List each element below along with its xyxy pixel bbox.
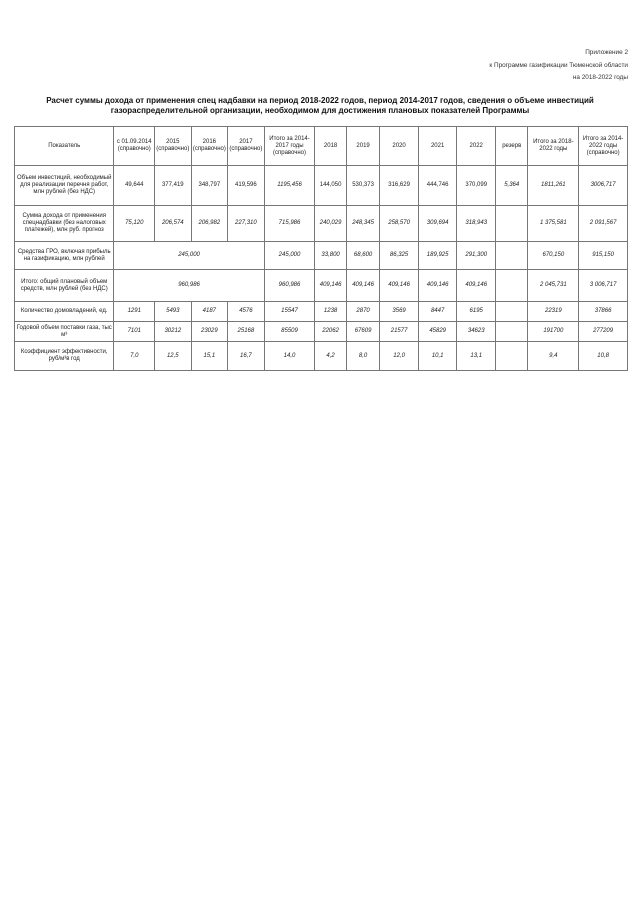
header-2020: 2020 — [380, 127, 419, 166]
investment-total-2018-2022: 1811,261 — [528, 166, 579, 206]
households-total-2018-2022: 22319 — [528, 302, 579, 322]
header-2017: 2017 (справочно) — [228, 127, 265, 166]
income-total-2014-2022: 2 091,567 — [579, 206, 628, 242]
header-2015: 2015 (справочно) — [155, 127, 192, 166]
gas-volume-2014: 7101 — [114, 322, 155, 342]
total-funds-total-2014-2017: 960,986 — [264, 270, 315, 302]
households-reserve — [496, 302, 528, 322]
gas-volume-2017: 25168 — [228, 322, 265, 342]
total-funds-2018: 409,146 — [315, 270, 346, 302]
gas-volume-2020: 21577 — [380, 322, 419, 342]
header-total-2014-2017: Итого за 2014-2017 годы (справочно) — [264, 127, 315, 166]
efficiency-2019: 8,0 — [346, 342, 379, 371]
households-2019: 2870 — [346, 302, 379, 322]
appendix-line-1: Приложение 2 — [585, 49, 628, 56]
header-total-2014-2022: Итого за 2014-2022 годы (справочно) — [579, 127, 628, 166]
total-funds-2021: 409,146 — [418, 270, 457, 302]
income-2019: 248,345 — [346, 206, 379, 242]
gas-volume-2015: 30212 — [155, 322, 192, 342]
header-2022: 2022 — [457, 127, 496, 166]
investment-2020: 316,629 — [380, 166, 419, 206]
gas-volume-total-2014-2022: 277209 — [579, 322, 628, 342]
efficiency-total-2014-2022: 10,8 — [579, 342, 628, 371]
table-row-investment — [15, 166, 628, 206]
gro-funds-2022: 291,300 — [457, 242, 496, 270]
investment-2021: 444,746 — [418, 166, 457, 206]
efficiency-2014: 7,0 — [114, 342, 155, 371]
table-header-row — [15, 127, 628, 166]
households-2021: 8447 — [418, 302, 457, 322]
table-row-efficiency — [15, 342, 628, 371]
header-2021: 2021 — [418, 127, 457, 166]
income-2022: 318,943 — [457, 206, 496, 242]
investment-2019: 530,373 — [346, 166, 379, 206]
total-funds-total-2014-2022: 3 006,717 — [579, 270, 628, 302]
table-row-households — [15, 302, 628, 322]
income-2016: 206,982 — [191, 206, 228, 242]
gas-volume-2019: 67609 — [346, 322, 379, 342]
document-title: Расчет суммы дохода от применения спец надбавки на период 2018-2022 годов, период 2014-2017 годов, сведения о объеме инвестиций газораспределительной организации, необходимом для достижения плановых показателей Программы — [46, 96, 594, 115]
header-2016: 2016 (справочно) — [191, 127, 228, 166]
row-label-total-funds: Итого: общий плановый объем средств, млн рублей (без НДС) — [15, 270, 114, 302]
gro-funds-total-2014-2017: 245,000 — [264, 242, 315, 270]
gro-funds-total-2018-2022: 670,150 — [528, 242, 579, 270]
total-funds-total-2018-2022: 2 045,731 — [528, 270, 579, 302]
efficiency-2015: 12,5 — [155, 342, 192, 371]
row-label-investment: Объем инвестиций, необходимый для реализации перечня работ, млн рублей (без НДС) — [15, 166, 114, 206]
appendix-line-2: к Программе газификации Тюменской области — [489, 61, 628, 69]
households-total-2014-2022: 37866 — [579, 302, 628, 322]
income-2017: 227,310 — [228, 206, 265, 242]
gas-volume-reserve — [496, 322, 528, 342]
income-reserve — [496, 206, 528, 242]
total-funds-2019: 409,146 — [346, 270, 379, 302]
gas-volume-2016: 23029 — [191, 322, 228, 342]
gro-funds-2019: 68,600 — [346, 242, 379, 270]
investment-2022: 370,099 — [457, 166, 496, 206]
efficiency-2020: 12,0 — [380, 342, 419, 371]
header-2014: с 01.09.2014 (справочно) — [114, 127, 155, 166]
header-indicator: Показатель — [15, 127, 114, 166]
households-2015: 5493 — [155, 302, 192, 322]
investment-total-2014-2017: 1195,456 — [264, 166, 315, 206]
income-2020: 258,570 — [380, 206, 419, 242]
table-row-gas-volume — [15, 322, 628, 342]
efficiency-2017: 16,7 — [228, 342, 265, 371]
total-funds-2022: 409,146 — [457, 270, 496, 302]
gro-funds-2018: 33,800 — [315, 242, 346, 270]
efficiency-total-2018-2022: 9,4 — [528, 342, 579, 371]
efficiency-2021: 10,1 — [418, 342, 457, 371]
appendix-line-3: на 2018-2022 годы — [572, 74, 628, 81]
income-2018: 240,029 — [315, 206, 346, 242]
investment-2014: 49,644 — [114, 166, 155, 206]
gas-volume-2021: 45829 — [418, 322, 457, 342]
gas-volume-total-2014-2017: 85509 — [264, 322, 315, 342]
efficiency-2016: 15,1 — [191, 342, 228, 371]
row-label-efficiency: Коэффициент эффективности, руб/м³в год — [15, 342, 114, 371]
income-2014: 75,120 — [114, 206, 155, 242]
investment-2015: 377,419 — [155, 166, 192, 206]
header-2018: 2018 — [315, 127, 346, 166]
investment-total-2014-2022: 3006,717 — [579, 166, 628, 206]
row-label-gro-funds: Средства ГРО, включая прибыль на газификацию, млн рублей — [15, 242, 114, 270]
appendix-note — [489, 47, 628, 85]
gro-funds-2014-2017-merged: 245,000 — [114, 242, 264, 270]
income-total-2018-2022: 1 375,581 — [528, 206, 579, 242]
row-label-households: Количество домовладений, ед. — [15, 302, 114, 322]
households-2017: 4576 — [228, 302, 265, 322]
table-row-total-funds — [15, 270, 628, 302]
table-row-gro-funds — [15, 242, 628, 270]
gro-funds-reserve — [496, 242, 528, 270]
gas-volume-total-2018-2022: 191700 — [528, 322, 579, 342]
households-2022: 6195 — [457, 302, 496, 322]
investment-reserve: 5,364 — [496, 166, 528, 206]
calculation-table — [14, 126, 628, 371]
investment-2018: 144,050 — [315, 166, 346, 206]
gro-funds-total-2014-2022: 915,150 — [579, 242, 628, 270]
income-total-2014-2017: 715,986 — [264, 206, 315, 242]
investment-2017: 419,596 — [228, 166, 265, 206]
gas-volume-2018: 22062 — [315, 322, 346, 342]
income-2015: 206,574 — [155, 206, 192, 242]
gro-funds-2021: 189,925 — [418, 242, 457, 270]
table-row-income — [15, 206, 628, 242]
efficiency-2022: 13,1 — [457, 342, 496, 371]
header-2019: 2019 — [346, 127, 379, 166]
gas-volume-2022: 34623 — [457, 322, 496, 342]
households-2018: 1238 — [315, 302, 346, 322]
households-total-2014-2017: 15547 — [264, 302, 315, 322]
efficiency-total-2014-2017: 14,0 — [264, 342, 315, 371]
total-funds-reserve — [496, 270, 528, 302]
households-2016: 4187 — [191, 302, 228, 322]
investment-2016: 348,797 — [191, 166, 228, 206]
total-funds-2014-2017-merged: 960,986 — [114, 270, 264, 302]
header-total-2018-2022: Итого за 2018-2022 годы — [528, 127, 579, 166]
gro-funds-2020: 86,325 — [380, 242, 419, 270]
header-reserve: резерв — [496, 127, 528, 166]
efficiency-2018: 4,2 — [315, 342, 346, 371]
row-label-income: Сумма дохода от применения спецнадбавки (без налоговых платежей), млн руб. прогноз — [15, 206, 114, 242]
income-2021: 309,694 — [418, 206, 457, 242]
households-2014: 1291 — [114, 302, 155, 322]
row-label-gas-volume: Годовой объем поставки газа, тыс м³ — [15, 322, 114, 342]
households-2020: 3569 — [380, 302, 419, 322]
total-funds-2020: 409,146 — [380, 270, 419, 302]
efficiency-reserve — [496, 342, 528, 371]
